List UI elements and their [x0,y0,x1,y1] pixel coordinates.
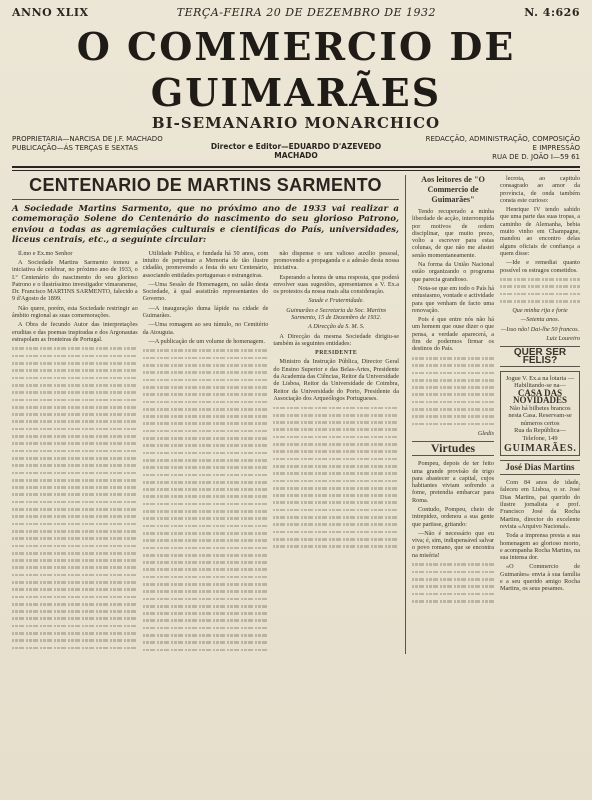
main-article [12,175,406,654]
sign-direction: A Direcção da S. M. S. [307,323,365,331]
text-line-filler [12,528,138,535]
paragraph: Utilidade Publica, e fundada há 50 anos, com intuito de perpetuar a Memoria de tão ilustre cidadão, promovendo a festa do seu Centenário, associando entidades portuguesas e estrangeiras. [142,249,269,279]
readers-signature: Gledis [477,429,494,437]
lottery-ad-text: Jogue V. Ex.a na lotaria —Habilitando-se na— [505,374,575,390]
casa-title: CASA DAS NOVIDADES [512,388,567,406]
text-line-filler [412,384,494,391]
readers-title: Aos leitores de "O Commercio de Guimarães" [421,175,485,204]
text-line-filler [412,369,494,376]
text-line-filler [12,513,138,520]
text-line-filler [143,610,269,617]
text-line-filler [412,377,494,384]
text-line-filler [273,455,399,462]
text-line-filler [143,384,269,391]
paragraph: lecrota, ao capitulo consagrado ao amor da província, de onda também consta este curioso: [500,175,580,204]
presidente-label: PRESIDENTE [315,350,358,357]
text-line-filler [273,514,399,521]
text-line-filler [12,550,138,557]
text-line-filler [12,425,138,432]
text-line-filler [12,447,138,454]
virtudes-title: Virtudes [412,441,494,456]
paragraph: Toda a imprensa presta a sua homenagem ao glorioso morto, e acompanha Rocha Martins, na sua intensa dor. [500,532,580,562]
article-column-2 [143,250,269,654]
text-line-filler [143,624,269,631]
publisher-right [398,135,580,162]
casa-city: GUIMARÃES. [504,442,577,454]
text-line-filler [12,498,138,505]
text-line-filler [412,406,494,413]
text-line-filler [143,552,269,559]
text-line-filler [12,345,138,352]
paragraph: Contudo, Pompeu, cheio de intrepidez, ordenou a sua gente que partisse, gritando: [412,505,494,528]
masthead-title: O COMMERCIO DE GUIMARÃES [76,24,516,115]
paragraph: —Uma romagem ao seu túmulo, no Cemitério da Atouguia. [142,321,269,336]
poem-line: —Isso não! Dai-lhe 50 francos. [500,325,580,333]
text-line-filler [412,413,494,420]
text-line-filler [412,598,494,605]
text-line-filler [12,360,138,367]
text-line-filler [12,557,138,564]
article-columns [12,250,399,654]
text-line-filler [12,382,138,389]
paragraph: —A publicação de um volume de homenagem. [148,337,265,345]
text-line-filler [143,595,269,602]
text-line-filler [412,391,494,398]
middle-column [412,175,494,654]
text-line-filler [143,376,269,383]
text-line-filler [143,391,269,398]
text-line-filler [273,521,399,528]
text-line-filler [143,515,269,522]
paragraph: A Sociedade Martins Sarmento tomou a iniciativa de celebrar, no próximo ano de 1933, o I.º Centenário do nascimento do seu glorioso Patrono e o ilustríssimo investigador vimaranense, Dr. Francisco MARTINS SARMENTO, falecido a 9 d'Agosto de 1899. [12,258,138,303]
text-line-filler [143,471,269,478]
poem-line: —Setenta anos. [520,316,560,324]
text-line-filler [12,455,138,462]
text-line-filler [143,449,269,456]
text-line-filler [412,420,494,427]
text-line-filler [12,586,138,593]
dateline [12,6,580,22]
paragraph: Esperando a honra de uma resposta, que poderá envolver suas sugestões, apresentamos a V. Ex.a os protestos da nossa mais alta consideração. [273,273,400,296]
paragraph: Com 84 anos de idade, faleceu em Lisboa, o sr. José Dias Martins, pai querido do ilustre jornalista e prof. Francisco José da Rocha Martins, director do excelente revista «Arquivo Nacional». [500,479,580,530]
text-line-filler [273,412,399,419]
paragraph: —Não é necessário que eu viva; é, sim, indispensável salvar o povo romano, que se encontra na miséria! [412,529,494,559]
text-line-filler [143,442,269,449]
text-line-filler [143,639,269,646]
text-line-filler [12,601,138,608]
text-line-filler [12,404,138,411]
text-line-filler [143,632,269,639]
office-line2: E IMPRESSÃO [532,144,580,152]
text-line-filler [143,347,269,354]
text-line-filler [412,355,494,362]
text-line-filler [412,576,494,583]
text-line-filler [143,362,269,369]
text-line-filler [12,389,138,396]
paragraph: Pompeu, depois de ter feito uma grande provisão de trigo para abastecer a capital, cujos habitantes viviam sofrendo a fome, pretendia embarcar para Roma. [412,460,494,504]
text-line-filler [143,486,269,493]
text-line-filler [273,426,399,433]
paragraph: Tendo recuperado a minha liberdade de acção, interrompida por motivos de ordem disciplinar, que muito prezo, volto a escrever para estas colunas, de que não me afastei senão momentaneamente. [412,208,494,259]
masthead-subtitle: BI-SEMANARIO MONARCHICO [151,114,441,132]
text-line-filler [12,506,138,513]
text-line-filler [143,566,269,573]
text-line-filler [12,411,138,418]
text-line-filler [143,479,269,486]
text-line-filler [143,530,269,537]
paragraph: «O Commercio de Guimarães» envia à sua família e a seu querido amigo Rocha Martins, os seus pesames. [500,563,580,593]
text-line-filler [12,644,138,651]
casa-address: Rua da República—Telefone, 149 [514,427,566,442]
paragraph: A Direcção da mesma Sociedade dirigiu-se também às seguintes entidades: [273,332,400,347]
lottery-ad [500,371,580,456]
text-line-filler [143,508,269,515]
text-line-filler [143,617,269,624]
text-line-filler [143,603,269,610]
text-line-filler [12,564,138,571]
right-column [500,175,580,654]
paragraph: Ministro da Instrução Pública, Director Geral do Ensino Superior e das Belas-Artes, Presidente da Academia das Ciências, Reitor da Universidade de Lisboa, Reitor da Universidade de Coimbra, Reitor da Universidade do Porto, Presidente da Associação dos Arqueólogos Portugueses. [273,358,400,402]
text-line-filler [143,464,269,471]
paragraph: —Ide e remediai quanto possível os estragos cometidos. [500,259,580,274]
text-line-filler [273,536,399,543]
text-line-filler [273,499,399,506]
year-label: ANNO XLIX [12,6,89,19]
text-line-filler [273,433,399,440]
article-column-1 [12,250,138,654]
text-line-filler [412,362,494,369]
sign-place: Guimarães e Secretaria da Soc. Martins Sarmento, 15 de Dezembro de 1932. [286,306,387,321]
proprietor: PROPRIETARIA—NARCISA DE J.F. MACHADO [12,135,163,143]
paragraph: Não quere, porém, esta Sociedade restringir ao âmbito regional as suas comemorações. [12,304,138,319]
closing-greeting: Saude e Fraternidade. [308,297,364,305]
text-line-filler [143,420,269,427]
text-line-filler [500,283,580,290]
article-headline: CENTENARIO DE MARTINS SARMENTO [12,175,399,200]
text-line-filler [12,352,138,359]
text-line-filler [273,441,399,448]
paragraph: —A inauguração duma lápide na cidade de Guimarães. [142,304,269,319]
text-line-filler [143,646,269,653]
text-line-filler [500,290,580,297]
text-line-filler [143,413,269,420]
text-line-filler [12,608,138,615]
text-line-filler [12,579,138,586]
text-line-filler [143,559,269,566]
casa-text: Não há bilhetes brancos nesta Casa. Reservam-se números certos [508,404,572,427]
text-line-filler [12,469,138,476]
paragraph: Il.mo e Ex.mo Senhor [18,249,73,257]
text-line-filler [143,537,269,544]
text-line-filler [143,588,269,595]
paragraph: não dispense o seu valioso auxilio pessoal, promovendo a propaganda e a adesão desta nossa iniciativa. [273,249,400,272]
text-line-filler [273,492,399,499]
text-line-filler [143,500,269,507]
text-line-filler [143,493,269,500]
text-line-filler [12,367,138,374]
text-line-filler [143,369,269,376]
text-line-filler [12,477,138,484]
text-line-filler [500,276,580,283]
text-line-filler [273,463,399,470]
text-line-filler [273,506,399,513]
text-line-filler [12,571,138,578]
masthead-rule [12,166,580,168]
office-line1: REDACÇÃO, ADMINISTRAÇÃO, COMPOSIÇÃO [425,135,580,143]
paragraph: A Obra de fecundo Autor das interpretações eruditas e das poemas inspiradas e dos Argonautas estrapolam as fronteiras de Portugal. [12,321,138,343]
paragraph: Na forma da União Nacional estão organizando o programa que parecia grandioso. [412,261,494,283]
text-line-filler [500,298,580,305]
text-line-filler [143,406,269,413]
office-address: RUA DE D. JOÃO I—59 61 [492,153,580,161]
text-line-filler [12,484,138,491]
text-line-filler [143,398,269,405]
text-line-filler [12,630,138,637]
director-line: Director e Editor—EDUARDO D'AZEVEDO MACHADO [210,142,382,160]
text-line-filler [412,561,494,568]
text-line-filler [273,528,399,535]
text-line-filler [143,435,269,442]
text-line-filler [12,396,138,403]
text-line-filler [12,535,138,542]
article-lead: A Sociedade Martins Sarmento, que no próximo ano de 1933 vai realizar a comemoração Solene do Centenário do nascimento do seu glorioso Patrono, enviou a todas as agremiações culturais e cientificas do País, universidades, liceus centrais, etc., a seguinte circular: [12,204,399,246]
publication-days: PUBLICAÇÃO—ÁS TERÇAS E SEXTAS [12,144,138,152]
paragraph: Pois é que entre nós não há um homem que ouse dizer o que pensa, a verdade aparecerá, a fim de podermos firmar os destinos do País. [412,316,494,353]
text-line-filler [143,427,269,434]
text-line-filler [273,470,399,477]
text-line-filler [412,568,494,575]
text-line-filler [12,440,138,447]
text-line-filler [143,581,269,588]
text-line-filler [273,448,399,455]
poem-line: Que minha rija e forte [512,307,568,315]
text-line-filler [273,477,399,484]
obituary-title: José Dias Martins [500,460,580,475]
paragraph: Nota-se que em todo o País há entusiasmo, vontade e actividade para que venham de facto uma renovação. [412,284,494,314]
text-line-filler [12,542,138,549]
text-line-filler [143,522,269,529]
text-line-filler [12,637,138,644]
text-line-filler [273,543,399,550]
content-area [12,175,580,654]
publisher-left [12,135,194,162]
text-line-filler [273,419,399,426]
side-columns [406,175,580,654]
masthead-rule-thin [12,170,580,171]
issue-date: TERÇA-FEIRA 20 DE DEZEMBRO DE 1932 [176,6,437,19]
poem-signature: Luiz Loureiro [546,334,580,342]
issue-number: N. 4:626 [524,6,580,19]
text-line-filler [273,404,399,411]
text-line-filler [412,583,494,590]
text-line-filler [412,398,494,405]
article-column-3 [273,250,399,654]
text-line-filler [12,615,138,622]
text-line-filler [12,433,138,440]
text-line-filler [12,593,138,600]
text-line-filler [12,374,138,381]
text-line-filler [273,485,399,492]
text-line-filler [143,544,269,551]
text-line-filler [12,462,138,469]
text-line-filler [143,354,269,361]
text-line-filler [12,520,138,527]
text-line-filler [143,457,269,464]
text-line-filler [12,418,138,425]
text-line-filler [412,590,494,597]
publisher-info [12,135,580,162]
text-line-filler [12,491,138,498]
paragraph: Henrique IV tendo sabido que uma parte das suas tropas, a caminho de Alemanha, bebia muito vinho em Champagne, mandou ao encontro delas alguns oficiais de confiança a quem disse: [500,206,580,257]
text-line-filler [12,622,138,629]
paragraph: —Uma Sessão de Homenagem, no salão desta Sociedade, à qual assistirão representantes do Governo. [142,280,269,303]
lottery-ad-title: QUER SER FELIS? [500,346,580,367]
text-line-filler [143,573,269,580]
